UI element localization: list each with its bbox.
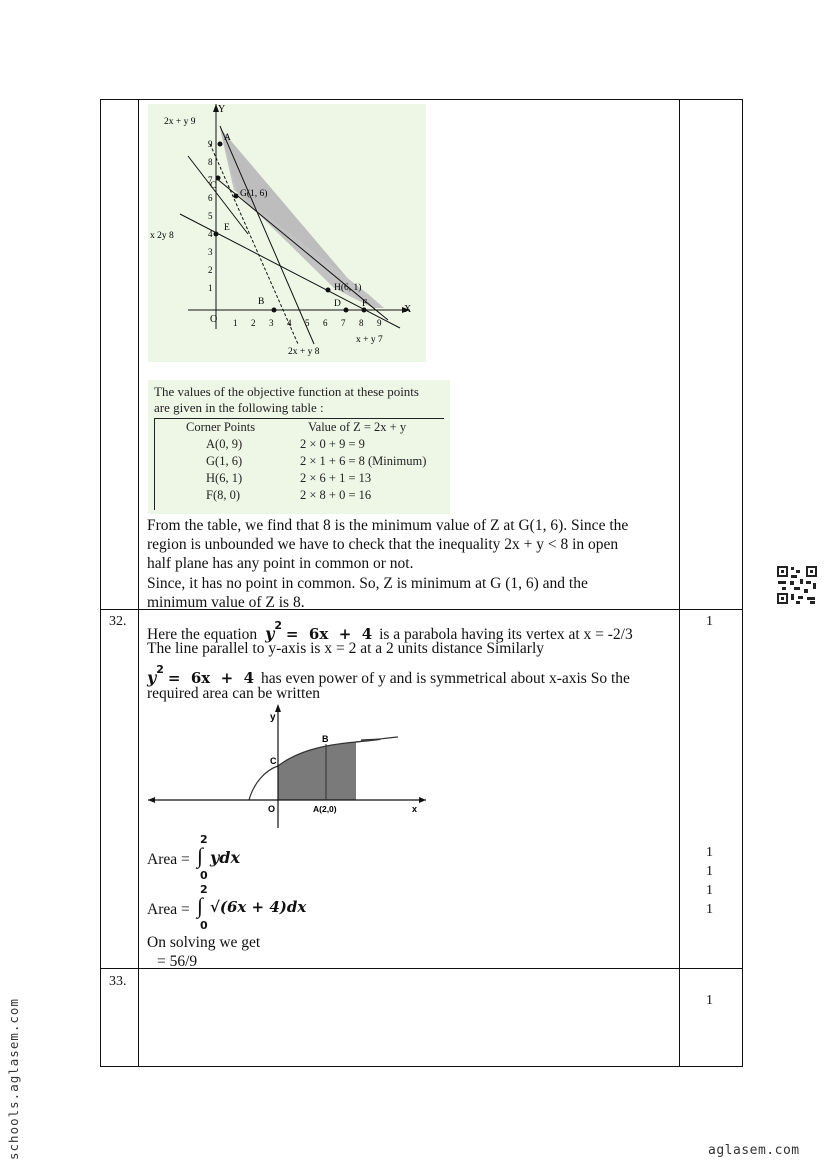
label-point-b: B (258, 297, 265, 307)
label-2x-y-8: 2x + y 8 (288, 347, 320, 357)
area-origin-label: O (268, 804, 276, 814)
table-caption-line-2: are given in the following table : (154, 400, 324, 415)
integral-2-sign: ∫ (197, 893, 204, 918)
point-h (326, 288, 331, 293)
q32-mark: 1 (706, 864, 713, 879)
area-point-a-label: A(2,0) (313, 804, 337, 814)
q32-mark: 1 (706, 902, 713, 917)
x-axis-label: X (404, 304, 412, 315)
watermark-right: aglasem.com (708, 1143, 800, 1158)
q32-number: 32. (109, 614, 127, 629)
q32-mark: 1 (706, 883, 713, 898)
y-tick: 1 (208, 283, 213, 293)
table-row-value: 2 × 8 + 0 = 16 (300, 488, 372, 502)
label-point-d: D (334, 299, 341, 309)
integral-2-lower: 0 (200, 919, 208, 932)
lpp-graph-svg (148, 104, 426, 362)
q31-text-line-2: region is unbounded we have to check that the inequality 2x + y < 8 in open (147, 536, 619, 553)
equation-y: y (265, 624, 275, 644)
integral-1-integrand: ydx (210, 848, 241, 867)
q32-line-2: The line parallel to y-axis is x = 2 at a 2 units distance Similarly (147, 640, 545, 657)
label-point-e: E (224, 223, 230, 233)
point-g (234, 194, 239, 199)
q31-text-line-1: From the table, we find that 8 is the minimum value of Z at G(1, 6). Since the (147, 517, 629, 534)
integral-1-sign: ∫ (197, 843, 204, 868)
integral-2-integrand: √(6x + 4)dx (210, 898, 307, 916)
table-caption-line-1: The values of the objective function at these points (154, 384, 419, 399)
table-bottom-border (100, 1066, 743, 1067)
x-tick: 1 (233, 318, 238, 328)
x-tick: 7 (341, 318, 346, 328)
equation-rhs-2: = 6x + 4 (167, 669, 255, 688)
label-point-h: H(6, 1) (334, 283, 362, 293)
feasible-region (220, 128, 384, 308)
shaded-area (278, 742, 356, 800)
label-2x-y-9: 2x + y 9 (164, 117, 196, 127)
label-point-a: A (224, 133, 231, 143)
area-x-axis-left-arrow (148, 797, 155, 803)
table-top-border (100, 99, 743, 100)
table-row-point: H(6, 1) (206, 471, 243, 485)
equation-exponent-2: 2 (156, 663, 164, 676)
table-header-rule (154, 418, 444, 419)
q31-text-line-5: minimum value of Z is 8. (147, 594, 305, 611)
feasible-region-shade (220, 128, 384, 308)
point-c (216, 176, 221, 181)
table-row-point: F(8, 0) (206, 488, 241, 502)
integral-1-upper: 2 (200, 833, 208, 846)
label-x-y-7: x + y 7 (356, 335, 383, 345)
label-x-2y-8: x 2y 8 (150, 231, 174, 241)
origin-label: O (210, 314, 218, 325)
table-header-value: Value of Z = 2x + y (308, 420, 407, 434)
point-b (272, 308, 277, 313)
y-tick: 7 (208, 175, 213, 185)
q32-mark: 1 (706, 845, 713, 860)
y-tick: 4 (208, 229, 213, 239)
x-tick: 3 (269, 318, 274, 328)
y-tick: 3 (208, 247, 213, 257)
q31-text-line-3: half plane has any point in common or not. (147, 555, 414, 572)
area-label-1: Area = (147, 851, 190, 868)
table-col-divider-1 (138, 99, 139, 1067)
y-tick: 6 (208, 193, 213, 203)
equation-rhs: = 6x + 4 (285, 625, 373, 644)
y-axis-label: Y (218, 104, 226, 115)
q33-number: 33. (109, 974, 127, 989)
x-tick: 2 (251, 318, 256, 328)
table-row-point: A(0, 9) (206, 437, 243, 451)
point-e (214, 232, 219, 237)
table-row-value: 2 × 1 + 6 = 8 (Minimum) (300, 454, 427, 468)
q32-line-4: required area can be written (147, 685, 320, 702)
q32-mark: 1 (706, 614, 713, 629)
area-y-axis-arrow (275, 704, 281, 712)
area-y-label: y (270, 712, 276, 723)
equation-exponent: 2 (274, 619, 283, 632)
q32-line-1-prefix: Here the equation (147, 626, 258, 644)
x-tick: 9 (377, 318, 382, 328)
qr-code-icon (776, 565, 818, 605)
q33-mark: 1 (706, 993, 713, 1008)
y-tick: 2 (208, 265, 213, 275)
label-point-g: G(1, 6) (240, 189, 268, 199)
y-tick: 9 (208, 139, 213, 149)
table-left-border (100, 99, 101, 1067)
table-row-point: G(1, 6) (206, 454, 243, 468)
x-tick: 5 (305, 318, 310, 328)
area-graph (146, 700, 436, 830)
integral-2-upper: 2 (200, 883, 208, 896)
x-tick: 6 (323, 318, 328, 328)
table-right-border (742, 99, 743, 1067)
integral-1-lower: 0 (200, 869, 208, 882)
table-header-points: Corner Points (186, 420, 256, 434)
result-text: = 56/9 (157, 953, 198, 970)
point-a (218, 142, 223, 147)
area-point-c-label: C (270, 756, 277, 766)
point-d (344, 308, 349, 313)
label-point-f: F (362, 299, 368, 309)
solving-text: On solving we get (147, 934, 261, 951)
x-tick: 8 (359, 318, 364, 328)
watermark-left: schools.aglasem.com (6, 998, 21, 1160)
area-point-b-label: B (322, 734, 329, 744)
area-x-axis-right-arrow (419, 797, 426, 803)
area-x-label: x (412, 804, 418, 814)
q32-line-1-suffix: is a parabola having its vertex at x = -2/3 (379, 626, 633, 644)
table-row-value: 2 × 6 + 1 = 13 (300, 471, 372, 485)
table-col-divider-2 (679, 99, 680, 1067)
table-left-rule (154, 418, 155, 510)
table-row-value: 2 × 0 + 9 = 9 (300, 437, 365, 451)
y-tick: 8 (208, 157, 213, 167)
corner-points-table (148, 380, 450, 514)
equation-y-2: y (147, 668, 157, 688)
label-point-c: C (210, 181, 217, 191)
q31-text-line-4: Since, it has no point in common. So, Z is minimum at G (1, 6) and the (147, 575, 588, 592)
q32-line-3-suffix: has even power of y and is symmetrical about x-axis So the (261, 670, 630, 688)
x-tick: 4 (287, 318, 292, 328)
lpp-graph (148, 104, 426, 362)
y-tick: 5 (208, 211, 213, 221)
area-label-2: Area = (147, 901, 190, 918)
